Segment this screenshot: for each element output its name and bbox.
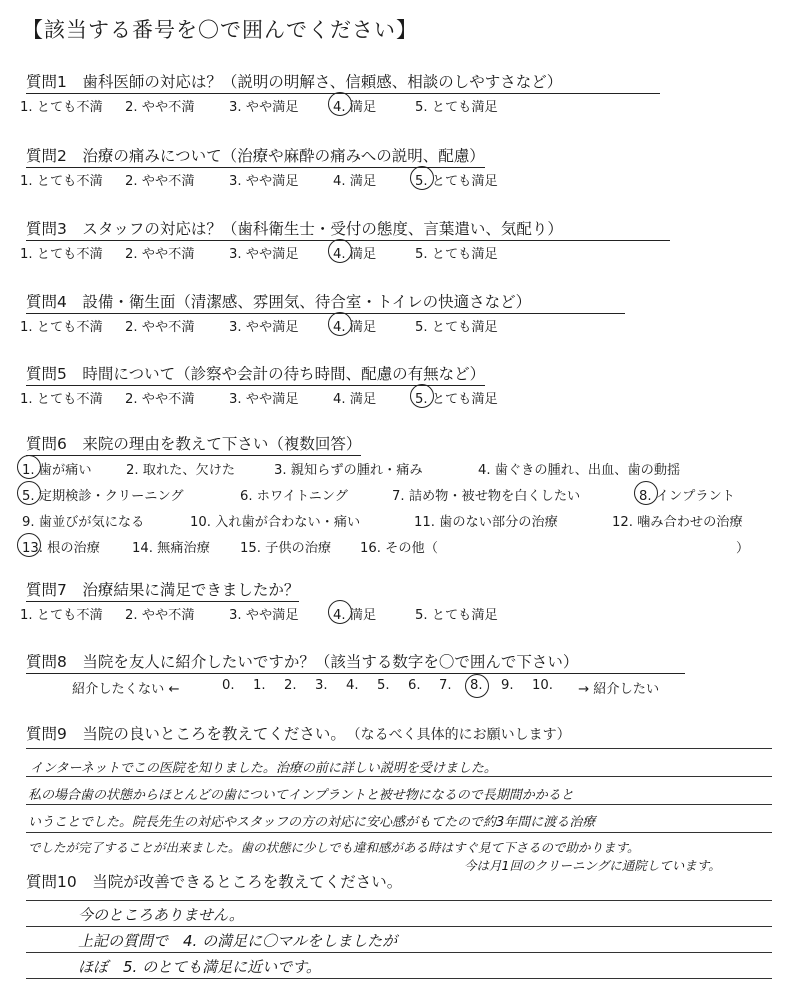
q6-option-12[interactable]: 12. 噛み合わせの治療 bbox=[612, 515, 743, 530]
q4-option-4[interactable]: 4. 満足 bbox=[333, 316, 415, 335]
q9-rule-1 bbox=[26, 748, 772, 749]
q8-option-7[interactable]: 7. bbox=[439, 678, 452, 693]
q7-option-5[interactable]: 5. とても満足 bbox=[415, 608, 498, 623]
q4-title: 設備・衛生面（清潔感、雰囲気、待合室・トイレの快適さなど） bbox=[82, 293, 532, 311]
q1-option-4[interactable]: 4. 満足 bbox=[333, 96, 415, 115]
q2-heading bbox=[26, 144, 485, 168]
q7-title: 治療結果に満足できましたか？ bbox=[82, 581, 300, 599]
q8-option-1[interactable]: 1. bbox=[253, 678, 266, 693]
q9-label: 質問9 bbox=[26, 725, 67, 743]
q1-option-3[interactable]: 3. やや満足 bbox=[229, 100, 299, 115]
q6-option-3[interactable]: 3. 親知らずの腫れ・痛み bbox=[274, 463, 423, 478]
q7-option-1[interactable]: 1. とても不満 bbox=[20, 608, 103, 623]
q6-row-3 bbox=[22, 511, 743, 530]
q9-rule-4 bbox=[26, 832, 772, 833]
q3-label: 質問3 bbox=[26, 220, 67, 238]
q9-rule-2 bbox=[26, 776, 772, 777]
q6-row-1 bbox=[22, 459, 680, 478]
q10-rule-1 bbox=[26, 900, 772, 901]
q7-option-4[interactable]: 4. 満足 bbox=[333, 604, 415, 623]
q8-label: 質問8 bbox=[26, 653, 67, 671]
q4-option-1[interactable]: 1. とても不満 bbox=[20, 320, 103, 335]
q3-title: スタッフの対応は？（歯科衛生士・受付の態度、言葉遣い、気配り） bbox=[82, 220, 563, 238]
q3-option-1[interactable]: 1. とても不満 bbox=[20, 247, 103, 262]
q6-option-10[interactable]: 10. 入れ歯が合わない・痛い bbox=[190, 515, 361, 530]
q6-option-2[interactable]: 2. 取れた、欠けた bbox=[126, 463, 236, 478]
q2-options bbox=[20, 170, 498, 189]
q1-label: 質問1 bbox=[26, 73, 67, 91]
q5-option-5[interactable]: 5. とても満足 bbox=[415, 388, 498, 407]
q1-option-5[interactable]: 5. とても満足 bbox=[415, 100, 498, 115]
q8-option-8[interactable]: 8. bbox=[470, 678, 501, 697]
q9-title: 当院の良いところを教えてください。 bbox=[82, 725, 339, 743]
q6-option-15[interactable]: 15. 子供の治療 bbox=[240, 541, 332, 556]
q2-option-4[interactable]: 4. 満足 bbox=[333, 174, 377, 189]
q9-answer-line-4: でしたが完了することが出来ました。歯の状態に少しでも違和感がある時はすぐ見て下さるので助かります。 bbox=[28, 840, 640, 855]
q5-option-4[interactable]: 4. 満足 bbox=[333, 392, 377, 407]
q5-title: 時間について（診察や会計の待ち時間、配慮の有無など） bbox=[82, 365, 486, 383]
q1-option-1[interactable]: 1. とても不満 bbox=[20, 100, 103, 115]
q2-option-2[interactable]: 2. やや不満 bbox=[125, 174, 195, 189]
q8-option-3[interactable]: 3. bbox=[315, 678, 328, 693]
q5-option-2[interactable]: 2. やや不満 bbox=[125, 392, 195, 407]
q9-answer-line-2: 私の場合歯の状態からほとんどの歯についてインプラントと被せ物になるので長期間かかると bbox=[28, 788, 574, 803]
q10-heading bbox=[26, 870, 402, 892]
q7-heading bbox=[26, 578, 299, 602]
q6-option-9[interactable]: 9. 歯並びが気になる bbox=[22, 515, 145, 530]
q6-option-13[interactable]: 13. 根の治療 bbox=[22, 537, 132, 556]
q8-right-label: → 紹介したい bbox=[578, 682, 660, 697]
q2-title: 治療の痛みについて（治療や麻酔の痛みへの説明、配慮） bbox=[82, 147, 485, 165]
q4-heading bbox=[26, 290, 625, 314]
q3-heading bbox=[26, 217, 670, 241]
q5-option-1[interactable]: 1. とても不満 bbox=[20, 392, 103, 407]
q9-answer-line-1: インターネットでこの医院を知りました。治療の前に詳しい説明を受けました。 bbox=[30, 761, 497, 776]
q6-option-5[interactable]: 5. 定期検診・クリーニング bbox=[22, 485, 240, 504]
q7-option-3[interactable]: 3. やや満足 bbox=[229, 608, 299, 623]
q9-rule-3 bbox=[26, 804, 772, 805]
q1-title: 歯科医師の対応は？（説明の明解さ、信頼感、相談のしやすさなど） bbox=[82, 73, 563, 91]
q8-option-2[interactable]: 2. bbox=[284, 678, 297, 693]
q6-option-6[interactable]: 6. ホワイトニング bbox=[240, 489, 348, 504]
q1-options bbox=[20, 96, 498, 115]
page-header: 【該当する番号を〇で囲んでください】 bbox=[22, 18, 418, 42]
q3-option-4[interactable]: 4. 満足 bbox=[333, 243, 415, 262]
q9-answer-line-3: いうことでした。院長先生の対応やスタッフの方の対応に安心感がもてたので約3年間に渡る治療 bbox=[28, 815, 596, 830]
q9-note: （なるべく具体的にお願いします） bbox=[353, 727, 571, 743]
q3-option-3[interactable]: 3. やや満足 bbox=[229, 247, 299, 262]
q4-label: 質問4 bbox=[26, 293, 67, 311]
q10-label: 質問10 bbox=[26, 873, 77, 891]
q2-option-3[interactable]: 3. やや満足 bbox=[229, 174, 299, 189]
q8-option-9[interactable]: 9. bbox=[501, 678, 514, 693]
q10-rule-4 bbox=[26, 978, 772, 979]
q6-title: 来院の理由を教えて下さい（複数回答） bbox=[82, 435, 362, 453]
q9-heading bbox=[26, 722, 571, 744]
q10-answer-line-2: 上記の質問で 4. の満足に〇マルをしましたが bbox=[78, 932, 398, 950]
q8-heading bbox=[26, 650, 685, 674]
q6-option-7[interactable]: 7. 詰め物・被せ物を白くしたい bbox=[392, 489, 581, 504]
q9-answer-line-5: 今は月1回のクリーニングに通院しています。 bbox=[464, 858, 721, 873]
q7-options bbox=[20, 604, 498, 623]
q2-option-1[interactable]: 1. とても不満 bbox=[20, 174, 103, 189]
q4-options bbox=[20, 316, 498, 335]
q1-option-2[interactable]: 2. やや不満 bbox=[125, 100, 195, 115]
q6-option-16[interactable]: 16. その他（ bbox=[360, 541, 438, 556]
q2-option-5[interactable]: 5. とても満足 bbox=[415, 170, 498, 189]
q7-label: 質問7 bbox=[26, 581, 67, 599]
q4-option-3[interactable]: 3. やや満足 bbox=[229, 320, 299, 335]
q8-left-label: 紹介したくない ← bbox=[72, 682, 180, 697]
q2-label: 質問2 bbox=[26, 147, 67, 165]
q10-rule-3 bbox=[26, 952, 772, 953]
q6-option-14[interactable]: 14. 無痛治療 bbox=[132, 541, 210, 556]
q8-option-6[interactable]: 6. bbox=[408, 678, 421, 693]
q10-title: 当院が改善できるところを教えてください。 bbox=[92, 873, 403, 891]
q8-scale bbox=[72, 678, 659, 697]
q6-label: 質問6 bbox=[26, 435, 67, 453]
q6-option-1[interactable]: 1. 歯が痛い bbox=[22, 459, 126, 478]
q8-option-5[interactable]: 5. bbox=[377, 678, 390, 693]
q10-answer-line-3: ほぼ 5. のとても満足に近いです。 bbox=[78, 958, 321, 976]
q3-option-2[interactable]: 2. やや不満 bbox=[125, 247, 195, 262]
q4-option-2[interactable]: 2. やや不満 bbox=[125, 320, 195, 335]
q8-option-10[interactable]: 10. bbox=[532, 678, 553, 693]
q6-option-11[interactable]: 11. 歯のない部分の治療 bbox=[414, 515, 558, 530]
q8-title: 当院を友人に紹介したいですか？（該当する数字を〇で囲んで下さい） bbox=[82, 653, 579, 671]
q7-option-2[interactable]: 2. やや不満 bbox=[125, 608, 195, 623]
q6-row-4 bbox=[22, 537, 762, 556]
q10-answer-line-1: 今のところありません。 bbox=[78, 906, 244, 924]
q6-option-4[interactable]: 4. 歯ぐきの腫れ、出血、歯の動揺 bbox=[478, 463, 681, 478]
q6-row-2 bbox=[22, 485, 735, 504]
q10-rule-2 bbox=[26, 926, 772, 927]
q1-heading bbox=[26, 70, 660, 94]
q6-other-close: ） bbox=[736, 541, 750, 556]
q6-option-8[interactable]: 8. インプラント bbox=[639, 485, 735, 504]
q5-options bbox=[20, 388, 498, 407]
q8-option-0[interactable]: 0. bbox=[222, 678, 235, 693]
q5-label: 質問5 bbox=[26, 365, 67, 383]
q5-heading bbox=[26, 362, 485, 386]
q3-options bbox=[20, 243, 498, 262]
q3-option-5[interactable]: 5. とても満足 bbox=[415, 247, 498, 262]
q5-option-3[interactable]: 3. やや満足 bbox=[229, 392, 299, 407]
q8-option-4[interactable]: 4. bbox=[346, 678, 359, 693]
q6-heading bbox=[26, 432, 361, 456]
q4-option-5[interactable]: 5. とても満足 bbox=[415, 320, 498, 335]
